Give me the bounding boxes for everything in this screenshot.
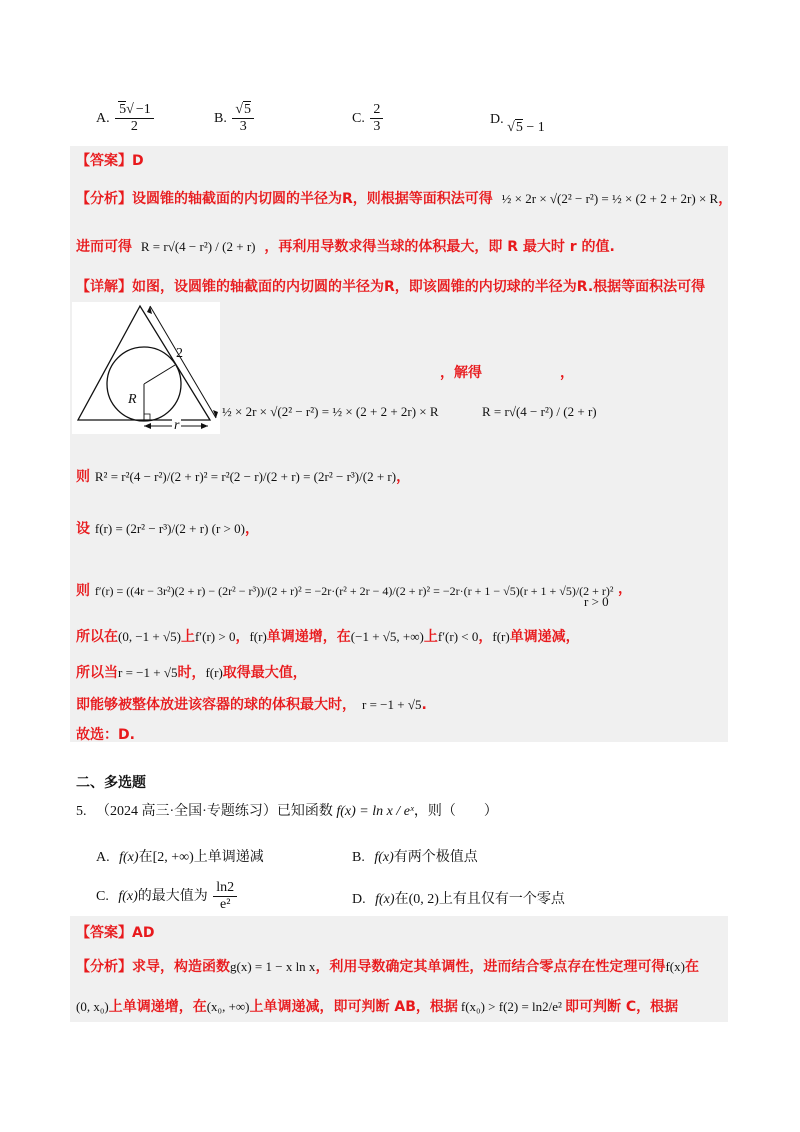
monotonic-line: 所以在(0, −1 + √5)上f′(r) > 0，f(r)单调递增，在(−1 + √5, +∞)上f′(r) < 0，f(r)单调递减， bbox=[76, 629, 580, 645]
choose-line: 故选：D. bbox=[76, 727, 135, 743]
q5-analysis-1: 【分析】求导，构造函数g(x) = 1 − x ln x，利用导数确定其单调性，进而结合零点存在性定理可得f(x)在 bbox=[76, 959, 699, 975]
option-b: B. $\frac{√5}{3}$ bbox=[214, 102, 256, 135]
q5-answer: 【答案】AD bbox=[76, 925, 155, 941]
q5-option-c: C. f(x)的最大值为 $\frac{\ln 2}{\text{e²}}$ bbox=[96, 880, 239, 913]
fprime-comma: ， bbox=[618, 581, 632, 597]
detail-line-1: 【详解】如图，设圆锥的轴截面的内切圆的半径为R，即该圆锥的内切球的半径为R.根据等面积法可得 bbox=[76, 279, 706, 295]
option-d: D. √5 − 1 bbox=[490, 112, 545, 135]
R2-line: 则 R² = r²(4 − r²)/(2 + r)² = r²(2 − r)/(2 + r) = (2r² − r³)/(2 + r)， bbox=[76, 469, 411, 485]
cone-figure bbox=[72, 302, 220, 434]
formula-R: R = r√(4 − r²) / (2 + r) bbox=[482, 404, 597, 419]
option-c: C. $\frac{2}{3}$ bbox=[352, 102, 385, 135]
solve-comma: ， bbox=[560, 365, 574, 381]
answer-line: 【答案】D bbox=[76, 153, 144, 169]
r-gt-0: r > 0 bbox=[584, 594, 609, 609]
formula-area: ½ × 2r × √(2² − r²) = ½ × (2 + 2 + 2r) × R bbox=[222, 404, 439, 419]
option-a: A. $\frac{5√ -1}{2}$ bbox=[96, 102, 156, 135]
solve-text: ，解得 bbox=[440, 365, 482, 381]
q5-option-d: D. f(x)在(0, 2)上有且仅有一个零点 bbox=[352, 892, 565, 907]
analysis-line-2: 进而可得 R = r√(4 − r²) / (2 + r) ，再利用导数求得当球的体积最大，即 R 最大时 r 的值. bbox=[76, 239, 615, 255]
section-title: 二、多选题 bbox=[76, 775, 146, 791]
fig-label-r: r bbox=[174, 418, 180, 433]
fig-label-2: 2 bbox=[176, 346, 183, 361]
f-define-line: 设 f(r) = (2r² − r³)/(2 + r) (r > 0)， bbox=[76, 521, 259, 537]
fig-label-R: R bbox=[128, 392, 137, 407]
q5-option-b: B. f(x)有两个极值点 bbox=[352, 850, 478, 865]
max-line: 所以当r = −1 + √5时，f(r)取得最大值， bbox=[76, 665, 307, 681]
cone-diagram bbox=[72, 302, 220, 434]
q5-analysis-2: (0, x₀)上单调递增，在(x₀, +∞)上单调递减，即可判断 AB，根据 f(x₀) > f(2) = ln2/e² 即可判断 C，根据 bbox=[76, 999, 679, 1015]
conclusion-line: 即能够被整体放进该容器的球的体积最大时， r = −1 + √5. bbox=[76, 697, 427, 713]
fprime-line: 则 f′(r) = ((4r − 3r²)(2 + r) − (2r² − r³))/(2 + r)² = −2r·(r² + 2r − 4)/(2 + r)² = −2r·(r + 1 − √5)(r + 1 + √5)/(2 + r)² bbox=[76, 583, 614, 599]
q5-option-a: A. f(x)在[2, +∞)上单调递减 bbox=[96, 850, 264, 865]
analysis-line-1: 【分析】设圆锥的轴截面的内切圆的半径为R，则根据等面积法可得 ½ × 2r × √(2² − r²) = ½ × (2 + 2 + 2r) × R， bbox=[76, 191, 733, 207]
q5-stem: 5. （2024 高三·全国·专题练习）已知函数 f(x) = ln x / eˣ，则（ ） bbox=[76, 804, 498, 819]
